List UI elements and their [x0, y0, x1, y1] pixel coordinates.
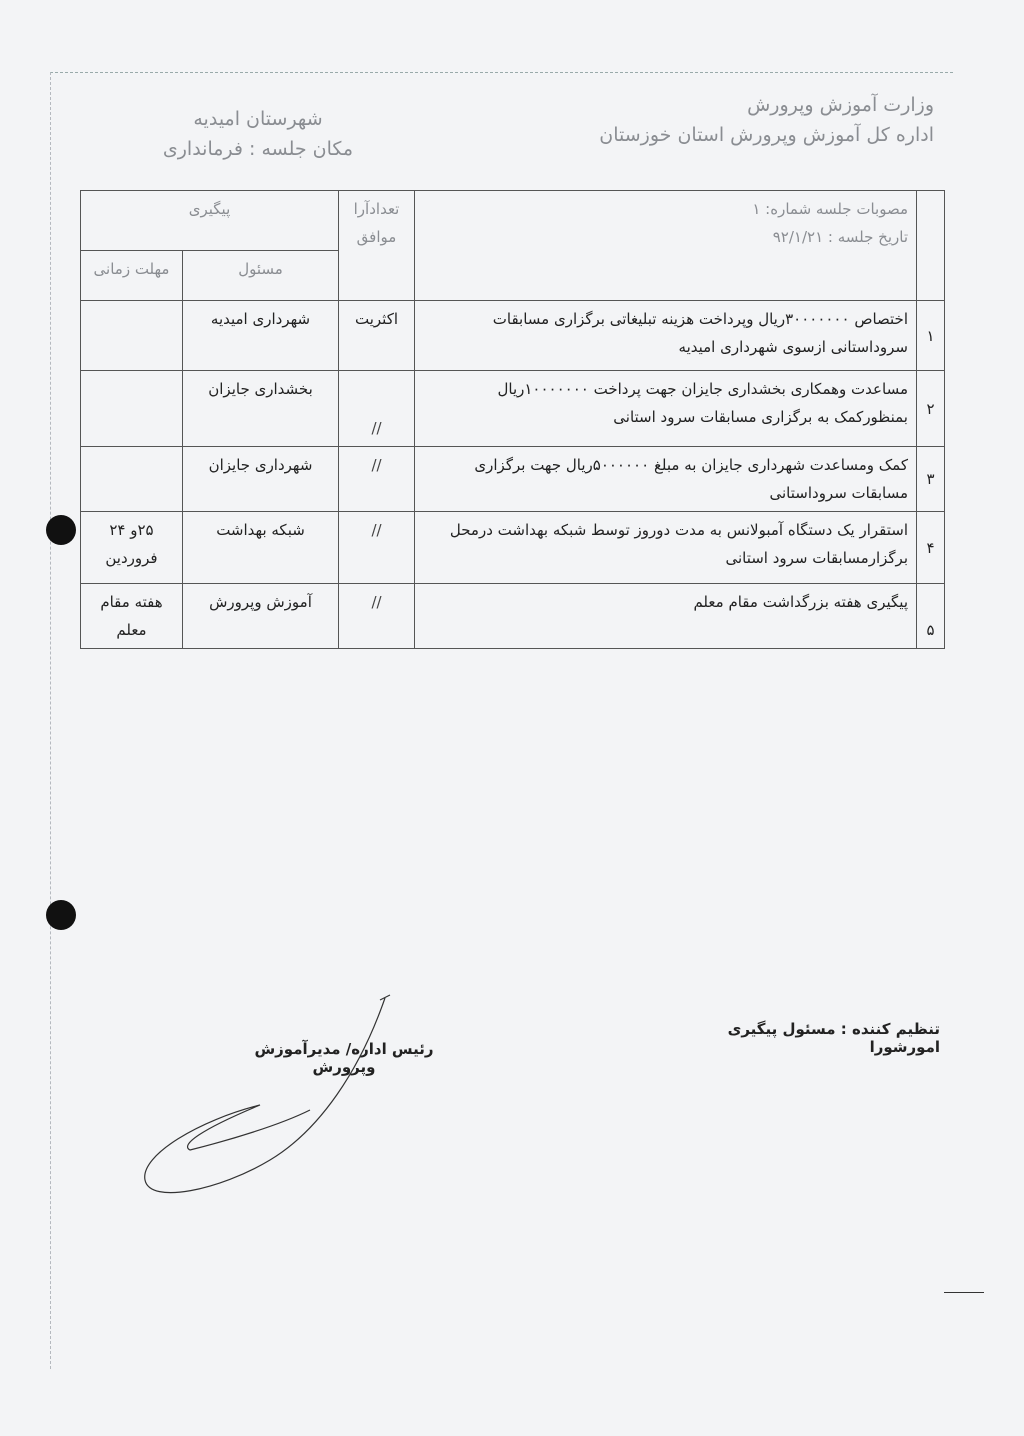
table-row	[81, 584, 945, 649]
table-row	[81, 301, 945, 371]
row-responsible: شهرداری امیدیه	[183, 301, 339, 371]
punch-hole	[46, 515, 76, 545]
table-title	[415, 191, 917, 301]
row-number: ۴	[917, 512, 945, 584]
organizer-label: تنظیم کننده : مسئول پیگیری امورشورا	[727, 1020, 940, 1056]
row-votes: //	[339, 447, 415, 512]
meeting-venue: مکان جلسه : فرمانداری	[162, 138, 354, 160]
row-responsible: آموزش وپرورش	[183, 584, 339, 649]
header-right	[514, 90, 934, 150]
row-votes: //	[339, 584, 415, 649]
followup-header: پیگیری	[81, 191, 339, 251]
row-responsible: شهرداری جایزان	[183, 447, 339, 512]
punch-hole	[46, 900, 76, 930]
row-votes: //	[339, 371, 415, 447]
row-deadline	[81, 301, 183, 371]
director-label: رئیس اداره/ مدیرآموزش وپرورش	[254, 1040, 434, 1076]
row-deadline: هفته مقام معلم	[81, 584, 183, 649]
row-deadline	[81, 447, 183, 512]
row-number: ۲	[917, 371, 945, 447]
row-number: ۵	[917, 584, 945, 649]
header-left	[158, 104, 358, 164]
directorate-name: اداره کل آموزش وپرورش استان خوزستان	[599, 124, 934, 146]
num-header	[917, 191, 945, 301]
row-description: پیگیری هفته بزرگداشت مقام معلم	[415, 584, 917, 649]
row-responsible: شبکه بهداشت	[183, 512, 339, 584]
row-number: ۳	[917, 447, 945, 512]
row-number: ۱	[917, 301, 945, 371]
table-row	[81, 447, 945, 512]
meeting-date: تاریخ جلسه : ۹۲/۱/۲۱	[772, 228, 908, 246]
row-description: مساعدت وهمکاری بخشداری جایزان جهت پرداخت ۱۰۰۰۰۰۰۰ریال بمنظورکمک به برگزاری مسابقات سرود استانی	[415, 371, 917, 447]
edge-mark	[944, 1292, 984, 1293]
row-description: اختصاص ۳۰۰۰۰۰۰۰ریال وپرداخت هزینه تبلیغاتی برگزاری مسابقات سروداستانی ازسوی شهرداری امیدیه	[415, 301, 917, 371]
row-deadline: ۲۵و ۲۴ فروردین	[81, 512, 183, 584]
row-description: کمک ومساعدت شهرداری جایزان به مبلغ ۵۰۰۰۰۰۰ریال جهت برگزاری مسابقات سروداستانی	[415, 447, 917, 512]
minutes-table	[80, 190, 945, 649]
table-row	[81, 371, 945, 447]
ministry-name: وزارت آموزش وپرورش	[747, 94, 934, 116]
deadline-header: مهلت زمانی	[81, 251, 183, 301]
signature-mark	[140, 990, 410, 1210]
row-votes: //	[339, 512, 415, 584]
responsible-header: مسئول	[183, 251, 339, 301]
city-name: شهرستان امیدیه	[193, 108, 323, 130]
row-deadline	[81, 371, 183, 447]
row-description: استقرار یک دستگاه آمبولانس به مدت دوروز توسط شبکه بهداشت درمحل برگزارمسابقات سرود استانی	[415, 512, 917, 584]
meeting-number: مصوبات جلسه شماره: ۱	[752, 200, 908, 218]
row-responsible: بخشداری جایزان	[183, 371, 339, 447]
table-row	[81, 512, 945, 584]
votes-header: تعدادآرا موافق	[339, 191, 415, 301]
row-votes: اکثریت	[339, 301, 415, 371]
